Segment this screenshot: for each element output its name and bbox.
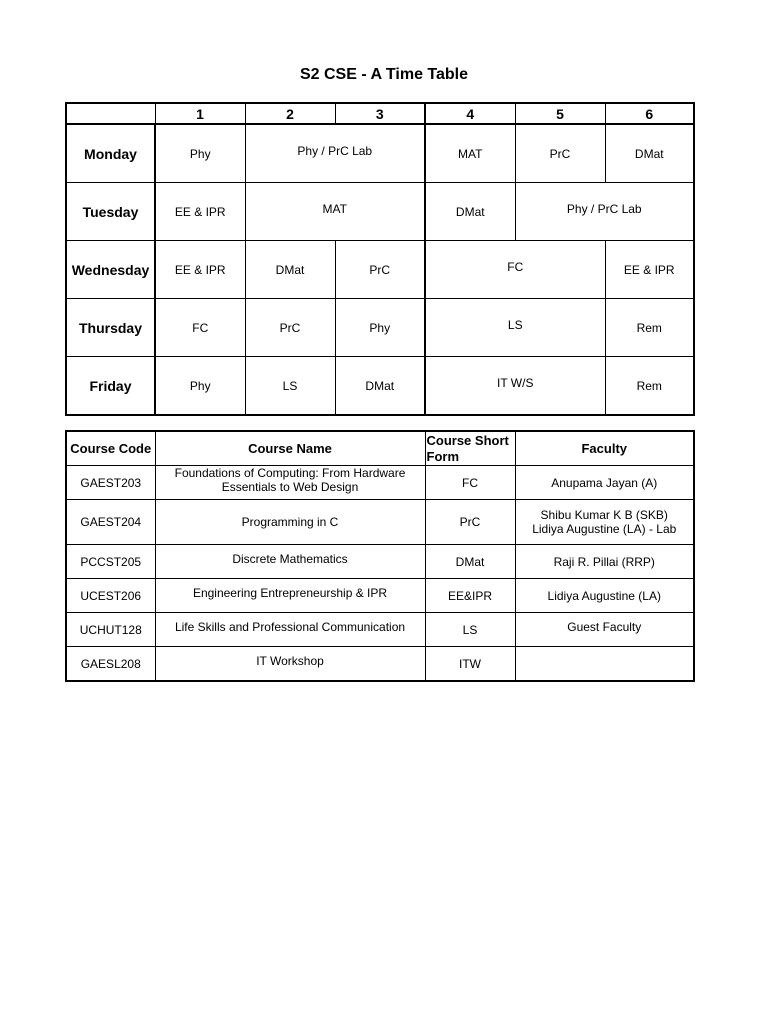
timetable xyxy=(65,102,695,416)
period-header: 4 xyxy=(425,103,515,124)
course-faculty: Anupama Jayan (A) xyxy=(515,466,694,500)
course-name xyxy=(155,545,425,579)
slot-cell: Phy xyxy=(335,299,425,357)
table-row xyxy=(66,545,694,579)
day-label: Wednesday xyxy=(66,241,155,299)
course-code: UCEST206 xyxy=(66,579,155,613)
course-short: PrC xyxy=(425,500,515,545)
column-header: Faculty xyxy=(515,431,694,466)
course-name: Programming in C xyxy=(155,500,425,545)
corner-cell xyxy=(66,103,155,124)
page-title: S2 CSE - A Time Table xyxy=(299,66,469,83)
course-faculty xyxy=(515,613,694,647)
course-faculty-text: Guest Faculty xyxy=(567,619,642,634)
period-header: 3 xyxy=(335,103,425,124)
day-label: Tuesday xyxy=(66,183,155,241)
slot-cell: DMat xyxy=(245,241,335,299)
slot-text: Phy / PrC Lab xyxy=(566,201,642,216)
course-code: GAESL208 xyxy=(66,647,155,682)
column-header: Course Code xyxy=(66,431,155,466)
course-short: ITW xyxy=(425,647,515,682)
course-table xyxy=(65,430,695,682)
course-short: DMat xyxy=(425,545,515,579)
course-short: LS xyxy=(425,613,515,647)
slot-cell: EE & IPR xyxy=(605,241,694,299)
course-faculty: Raji R. Pillai (RRP) xyxy=(515,545,694,579)
table-row xyxy=(66,500,694,545)
column-header: Course Short Form xyxy=(425,431,515,466)
table-row xyxy=(66,579,694,613)
course-name-text: Engineering Entrepreneurship & IPR xyxy=(192,585,388,600)
slot-cell xyxy=(245,183,425,241)
slot-cell: PrC xyxy=(335,241,425,299)
slot-cell: EE & IPR xyxy=(155,241,245,299)
day-label: Thursday xyxy=(66,299,155,357)
slot-cell xyxy=(515,183,694,241)
course-name xyxy=(155,466,425,500)
column-header: Course Name xyxy=(155,431,425,466)
slot-cell: LS xyxy=(245,357,335,416)
course-faculty xyxy=(515,647,694,682)
table-row xyxy=(66,613,694,647)
course-code: GAEST204 xyxy=(66,500,155,545)
slot-text: LS xyxy=(507,317,523,332)
slot-cell xyxy=(425,241,605,299)
course-code: PCCST205 xyxy=(66,545,155,579)
day-label: Friday xyxy=(66,357,155,416)
slot-cell: MAT xyxy=(425,124,515,183)
course-faculty-text: Shibu Kumar K B (SKB) Lidiya Augustine (LA) - Lab xyxy=(532,508,677,536)
period-header: 1 xyxy=(155,103,245,124)
timetable-row xyxy=(66,183,694,241)
slot-text: IT W/S xyxy=(497,375,534,390)
period-header: 5 xyxy=(515,103,605,124)
slot-cell: Rem xyxy=(605,299,694,357)
course-name xyxy=(155,579,425,613)
course-short: EE&IPR xyxy=(425,579,515,613)
table-row xyxy=(66,647,694,682)
slot-cell: DMat xyxy=(335,357,425,416)
slot-text: MAT xyxy=(322,201,347,216)
slot-cell xyxy=(425,299,605,357)
slot-cell: Rem xyxy=(605,357,694,416)
slot-cell: DMat xyxy=(425,183,515,241)
timetable-row xyxy=(66,241,694,299)
slot-cell: DMat xyxy=(605,124,694,183)
slot-cell: Phy xyxy=(155,124,245,183)
slot-cell: FC xyxy=(155,299,245,357)
slot-cell: EE & IPR xyxy=(155,183,245,241)
period-header: 2 xyxy=(245,103,335,124)
slot-cell: PrC xyxy=(245,299,335,357)
period-header: 6 xyxy=(605,103,694,124)
course-name-text: Foundations of Computing: From Hardware Essentials to Web Design xyxy=(174,465,406,494)
slot-text: FC xyxy=(507,259,524,274)
course-short: FC xyxy=(425,466,515,500)
course-name xyxy=(155,613,425,647)
course-faculty xyxy=(515,500,694,545)
course-faculty: Lidiya Augustine (LA) xyxy=(515,579,694,613)
timetable-header-row xyxy=(66,103,694,124)
course-header-row xyxy=(66,431,694,466)
course-name-text: Discrete Mathematics xyxy=(232,551,348,566)
course-name-text: Life Skills and Professional Communication xyxy=(174,619,406,634)
day-label: Monday xyxy=(66,124,155,183)
table-row xyxy=(66,466,694,500)
slot-text: Phy / PrC Lab xyxy=(297,143,373,158)
course-name xyxy=(155,647,425,682)
slot-cell: PrC xyxy=(515,124,605,183)
timetable-row xyxy=(66,124,694,183)
course-name-text: IT Workshop xyxy=(256,653,324,668)
timetable-row xyxy=(66,299,694,357)
slot-cell xyxy=(245,124,425,183)
slot-cell xyxy=(425,357,605,416)
slot-cell: Phy xyxy=(155,357,245,416)
course-code: GAEST203 xyxy=(66,466,155,500)
timetable-row xyxy=(66,357,694,416)
course-code: UCHUT128 xyxy=(66,613,155,647)
